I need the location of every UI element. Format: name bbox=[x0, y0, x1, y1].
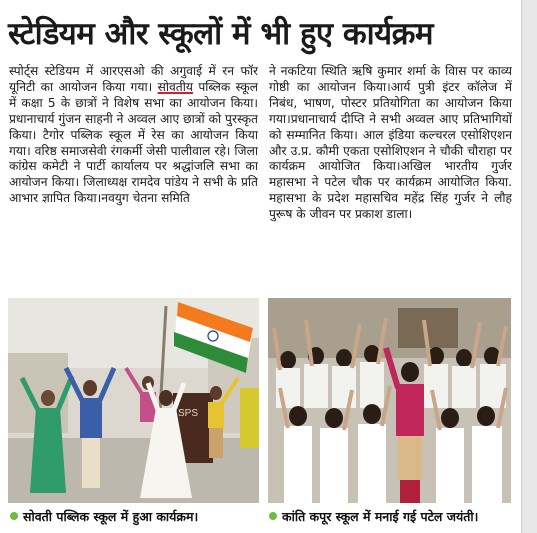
article-column-left bbox=[9, 64, 258, 292]
headline: स्टेडियम और स्कूलों में भी हुए कार्यक्रम bbox=[8, 16, 434, 52]
photo-flag-ceremony bbox=[8, 298, 259, 503]
photo-caption-right bbox=[269, 507, 478, 525]
caption-left-text: सोवती पब्लिक स्कूल में हुआ कार्यक्रम। bbox=[23, 508, 199, 524]
left-column-body: पब्लिक स्कूल में कक्षा 5 के छात्रों ने विशेष सभा का आयोजन किया। प्रधानाचार्य गुंजन साहनी ने अव्वल आए छात्रों को पुरस्कृत किया। टैगोर पब्लिक स्कूल में रेस का आयोजन किया गया। वरिष्ठ समाजसेवी रंगकर्मी जेसी पालीवाल रहे। जिला कांग्रेस कमेटी ने पार्टी कार्यालय पर श्रद्धांजलि सभा का आयोजन किया। जिलाध्यक्ष रामदेव पांडेय ने सभी के प्रति आभार ज्ञापित किया।नवयुग चेतना समिति bbox=[9, 79, 258, 206]
students-illustration bbox=[268, 298, 511, 503]
caption-bullet-icon bbox=[269, 512, 277, 520]
article-column-right bbox=[269, 64, 512, 292]
page-edge-strip bbox=[521, 0, 537, 533]
photo-caption-left bbox=[10, 507, 198, 525]
caption-bullet-icon bbox=[10, 512, 18, 520]
podium-text: SPS bbox=[178, 408, 199, 419]
flag-ceremony-illustration bbox=[8, 298, 259, 503]
right-column-body: ने नकटिया स्थिति ऋषि कुमार शर्मा के विास पर काव्य गोष्ठी का आयोजन किया।आर्य पुत्री इंटर कॉलेज में निबंध, भाषण, पोस्टर प्रतियोगिता का आयोजन किया गया।प्रधानाचार्य दीप्ति ने सभी अव्वल आए प्रतिभागियों को सम्मानित किया। आल इंडिया कल्चरल एसोशिएशन और उ.प्र. कौमी एकता एसोशिएशन ने चौकी चौराहा पर कार्यक्रम आयोजित किया।अखिल भारतीय गुर्जर महासभा ने पटेल चौक पर कार्यक्रम आयोजित किया. महासभा के प्रदेश महासचिव महेंद्र सिंह गुर्जर ने लौह पुरूष के जीवन पर प्रकाश डाला। bbox=[269, 64, 512, 222]
photo-students-patel-jayanti bbox=[268, 298, 511, 503]
left-column-intro: स्पोर्ट्स स्टेडियम में आरएसओ की अगुवाई में रन फॉर यूनिटी का आयोजन किया गया। bbox=[9, 64, 258, 94]
underlined-school-name: सोवतीय bbox=[157, 79, 193, 94]
caption-right-text: कांति कपूर स्कूल में मनाई गई पटेल जयंती। bbox=[282, 508, 479, 524]
